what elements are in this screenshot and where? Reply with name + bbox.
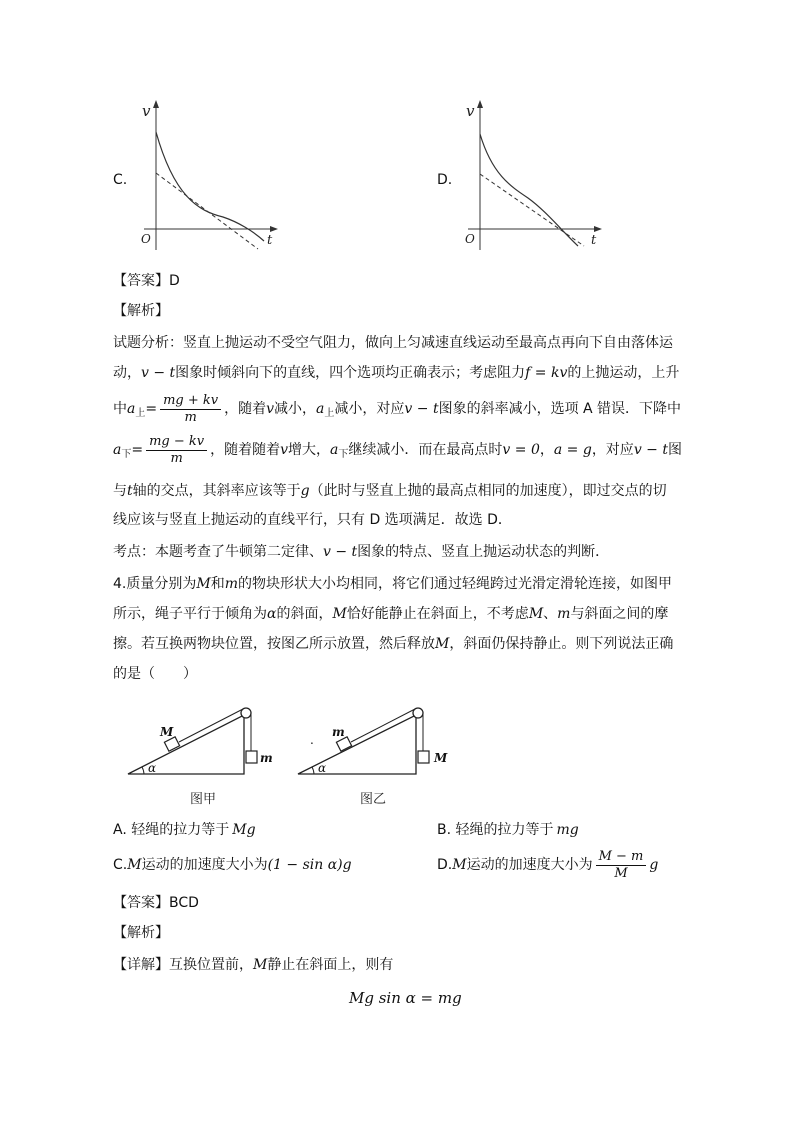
option-d <box>437 843 658 887</box>
frac-num: mg + kv <box>160 393 221 410</box>
option-a <box>113 820 256 840</box>
fraction-d <box>596 849 647 882</box>
text: ， <box>539 442 554 458</box>
text: 【详解】 <box>113 957 169 973</box>
fraction-down <box>146 434 207 467</box>
text: 图象的斜率减小，选项 A 错误．下降中 <box>438 401 682 417</box>
option-c <box>113 855 352 875</box>
graph-d-v-arrow <box>477 100 483 108</box>
fraction-up <box>160 393 221 426</box>
text: 考点：本题考查了牛顿第二定律、 <box>113 544 323 560</box>
graph-c <box>138 96 288 258</box>
label-angle-jia: α <box>148 761 157 775</box>
math-t: t <box>127 483 133 499</box>
math-g: g <box>300 483 310 499</box>
math-alpha: α <box>267 606 277 622</box>
text: （此时与竖直上抛的最高点相同的加速度），即过交点的切 <box>309 483 667 499</box>
math-a-g: a = g <box>553 442 592 458</box>
text: ，对应 <box>591 442 634 458</box>
analysis-1-line-2 <box>113 363 679 383</box>
math-a: a <box>330 442 339 458</box>
math-a: a <box>127 401 136 417</box>
block-hang-yi <box>418 751 429 763</box>
math-vt: v − t <box>633 442 668 458</box>
text: B. 轻绳的拉力等于 <box>437 822 554 838</box>
graph-c-t-arrow <box>270 226 278 232</box>
figure-yi <box>294 702 464 812</box>
math-sub: 下 <box>121 449 132 460</box>
q4-line-3 <box>113 634 673 654</box>
frac-den: m <box>170 450 183 466</box>
graph-d-v-label: v <box>466 102 475 120</box>
analysis-2-tag: 【解析】 <box>113 925 169 941</box>
caption-jia: 图甲 <box>190 792 217 807</box>
math-eq: = <box>145 401 158 417</box>
text: 轴的交点，其斜率应该等于 <box>132 483 301 499</box>
math-sub: 下 <box>338 449 349 460</box>
rope-incline-yi <box>351 709 415 742</box>
math-g: g <box>649 857 659 873</box>
text: 图象的特点、竖直上抛运动状态的判断． <box>357 544 610 560</box>
graph-d-tangent <box>480 174 584 246</box>
math-vt: v − t <box>404 401 439 417</box>
answer-tag: 【答案】 <box>113 273 169 289</box>
math-M: M <box>196 576 211 592</box>
graph-c-o-label: O <box>141 232 151 246</box>
text: 擦。若互换两物块位置，按图乙所示放置，然后释放 <box>113 636 435 652</box>
text: 4.质量分别为 <box>113 576 197 592</box>
label-top-block-yi: m <box>332 725 345 739</box>
math-eq: = <box>131 442 144 458</box>
math: (1 − sin α)g <box>267 857 352 873</box>
label-hang-block-yi: M <box>434 751 448 765</box>
math-v: v <box>266 401 275 417</box>
math-f-kv: f = kv <box>525 365 568 381</box>
text: 与斜面之间的摩 <box>570 606 669 622</box>
text: 运动的加速度大小为 <box>141 857 268 873</box>
math: Mg <box>232 822 256 838</box>
text: D. <box>437 857 453 873</box>
frac-den: M <box>614 865 628 881</box>
answer-tag: 【答案】 <box>113 895 169 911</box>
math-sub: 上 <box>135 408 146 419</box>
text: 的上抛运动，上升 <box>567 365 680 381</box>
frac-den: m <box>184 409 197 425</box>
text: ，斜面仍保持静止。则下列说法正确 <box>449 636 674 652</box>
text: 的斜面， <box>276 606 333 622</box>
graph-c-curve <box>156 132 264 241</box>
text: 减小， <box>274 401 317 417</box>
graph-d-t-label: t <box>591 233 597 248</box>
text: 继续减小．而在最高点时 <box>348 442 503 458</box>
analysis-1-line-1: 试题分析：竖直上抛运动不受空气阻力，做向上匀减速直线运动至最高点再向下自由落体运 <box>113 335 673 351</box>
answer-value: D <box>169 273 180 289</box>
math: mg <box>556 822 579 838</box>
graph-d-t-arrow <box>594 226 602 232</box>
incline-yi <box>298 715 416 774</box>
angle-arc-jia <box>142 767 144 774</box>
math-M: M <box>528 606 544 622</box>
text: 静止在斜面上，则有 <box>267 957 394 973</box>
graph-c-v-label: v <box>142 102 151 120</box>
math-M: M <box>435 636 450 652</box>
text: 运动的加速度大小为 <box>466 857 593 873</box>
text: 图 <box>667 442 682 458</box>
graph-c-tangent <box>156 173 258 249</box>
math-M: M <box>452 857 467 873</box>
analysis-1-line-3 <box>113 389 681 434</box>
text: 与 <box>113 483 127 499</box>
option-d-label: D. <box>437 172 453 188</box>
text: ，随着 <box>224 401 267 417</box>
graph-c-v-arrow <box>153 100 159 108</box>
label-top-block-jia: M <box>160 725 174 739</box>
text: C. <box>113 857 128 873</box>
incline-jia <box>128 715 244 774</box>
analysis-1-tag: 【解析】 <box>113 303 169 319</box>
text: ，随着随着 <box>210 442 281 458</box>
math-M: M <box>253 957 268 973</box>
math-vt: v − t <box>323 544 358 560</box>
text: 所示，绳子平行于倾角为 <box>113 606 267 622</box>
label-hang-block-jia: m <box>260 751 273 765</box>
analysis-1-line-6: 线应该与竖直上抛运动的直线平行，只有 D 选项满足．故选 D． <box>113 512 512 528</box>
option-c-label: C. <box>113 172 128 188</box>
math-a: a <box>316 401 325 417</box>
text: 的物块形状大小均相同，将它们通过轻绳跨过光滑定滑轮连接，如图甲 <box>237 576 672 592</box>
answer-value: BCD <box>169 895 199 911</box>
math-v: v <box>280 442 289 458</box>
equation: Mg sin α = mg <box>349 989 462 1007</box>
math-v-zero: v = 0 <box>502 442 540 458</box>
analysis-1-line-4 <box>113 430 682 475</box>
analysis-2-detail <box>113 955 393 975</box>
option-b <box>437 820 579 840</box>
math-M: M <box>332 606 347 622</box>
text: 图象时倾斜向下的直线，四个选项均正确表示；考虑阻力 <box>175 365 526 381</box>
math-m: m <box>557 606 571 622</box>
label-dot-yi: . <box>310 733 314 747</box>
text: 中 <box>113 401 127 417</box>
caption-yi: 图乙 <box>360 792 387 807</box>
rope-incline-jia <box>179 709 243 742</box>
figure-jia <box>124 702 284 812</box>
text: 互换位置前， <box>169 957 253 973</box>
text: 和 <box>210 576 225 592</box>
math-sub: 上 <box>324 408 335 419</box>
frac-num: mg − kv <box>146 434 207 451</box>
math-vt: v − t <box>141 365 176 381</box>
q4-line-1 <box>113 574 672 594</box>
q4-line-4: 的是（ ） <box>113 666 197 682</box>
math-m: m <box>224 576 238 592</box>
math-M: M <box>127 857 142 873</box>
text: A. 轻绳的拉力等于 <box>113 822 230 838</box>
graph-c-t-label: t <box>267 233 273 248</box>
text: 增大， <box>288 442 331 458</box>
text: 恰好能静止在斜面上，不考虑 <box>346 606 529 622</box>
kaodian <box>113 542 609 562</box>
graph-d <box>462 96 612 258</box>
math-a: a <box>113 442 122 458</box>
q4-line-2 <box>113 604 668 624</box>
text: 动， <box>113 365 141 381</box>
block-hang-jia <box>246 751 257 763</box>
text: 减小，对应 <box>334 401 405 417</box>
analysis-1-line-5 <box>113 481 667 501</box>
answer-2 <box>113 893 199 913</box>
text: 、 <box>543 606 558 622</box>
graph-d-o-label: O <box>465 232 475 246</box>
answer-1 <box>113 271 180 291</box>
frac-num: M − m <box>596 849 647 866</box>
angle-arc-yi <box>312 767 314 774</box>
label-angle-yi: α <box>318 761 327 775</box>
